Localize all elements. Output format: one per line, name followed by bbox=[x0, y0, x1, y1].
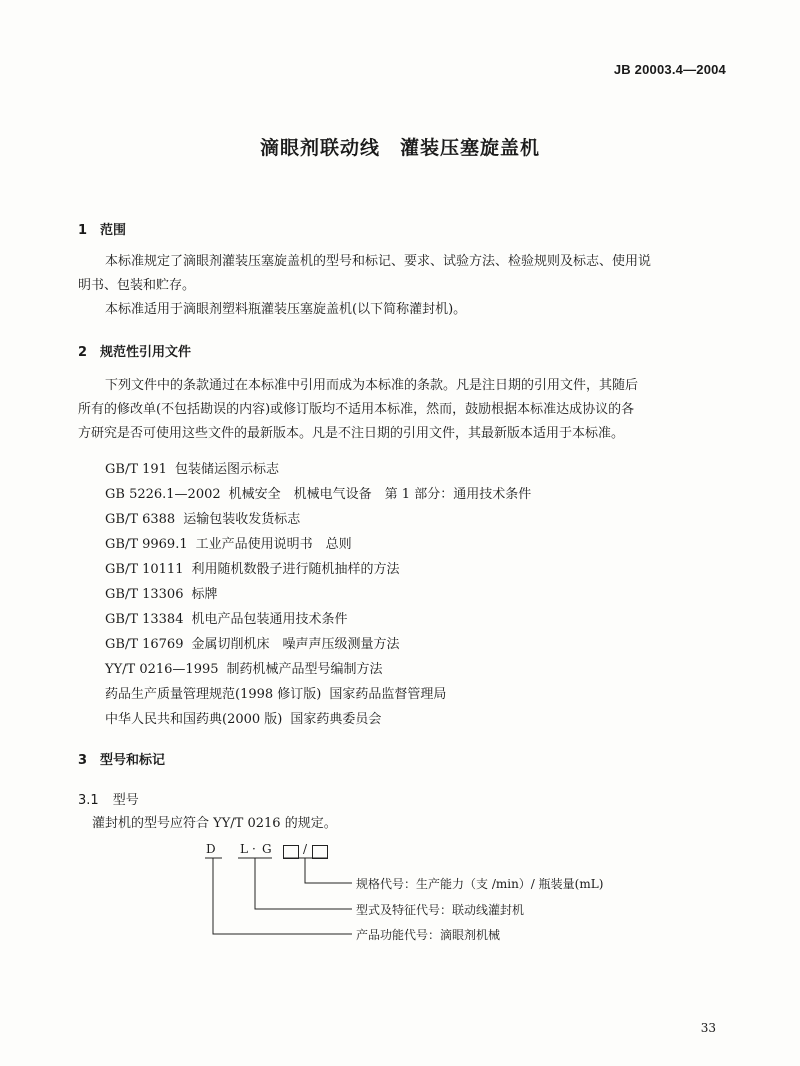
code-slash: / bbox=[303, 842, 308, 856]
normative-paragraph-line-3: 方研究是否可使用这些文件的最新版本。凡是不注日期的引用文件，其最新版本适用于本标准。 bbox=[78, 426, 625, 441]
reference-item: GB/T 16769 金属切削机床 噪声声压级测量方法 bbox=[105, 637, 400, 652]
section-number: 1 bbox=[78, 223, 88, 238]
section-title: 范围 bbox=[100, 223, 127, 238]
reference-item: GB/T 191 包装储运图示标志 bbox=[105, 462, 279, 477]
leader-spec bbox=[305, 858, 352, 883]
label-spec-code: 规格代号：生产能力（支 /min）/ 瓶装量(mL) bbox=[356, 877, 604, 891]
model-rule-text: 灌封机的型号应符合 YY/T 0216 的规定。 bbox=[92, 816, 337, 831]
section-title: 规范性引用文件 bbox=[100, 345, 192, 360]
normative-paragraph-line-2: 所有的修改单(不包括勘误的内容)或修订版均不适用本标准，然而，鼓励根据本标准达成协议的各 bbox=[78, 402, 635, 417]
scope-paragraph-1-line-2: 明书、包装和贮存。 bbox=[78, 278, 196, 293]
scope-paragraph-1-line-1: 本标准规定了滴眼剂灌装压塞旋盖机的型号和标记、要求、试验方法、检验规则及标志、使用说 bbox=[105, 254, 652, 269]
reference-item: 药品生产质量管理规范(1998 修订版) 国家药品监督管理局 bbox=[105, 687, 447, 702]
scope-paragraph-2: 本标准适用于滴眼剂塑料瓶灌装压塞旋盖机(以下简称灌封机)。 bbox=[105, 302, 467, 317]
leader-func bbox=[213, 858, 352, 934]
subsection-number: 3.1 bbox=[78, 793, 99, 808]
section-number: 3 bbox=[78, 753, 88, 768]
subsection-title: 型号 bbox=[112, 793, 139, 808]
code-letter-l: L bbox=[240, 842, 248, 856]
page-title: 滴眼剂联动线 灌装压塞旋盖机 bbox=[259, 137, 540, 159]
section-title: 型号和标记 bbox=[100, 753, 166, 768]
section-number: 2 bbox=[78, 345, 88, 360]
page-number: 33 bbox=[700, 1021, 716, 1035]
label-function-code: 产品功能代号：滴眼剂机械 bbox=[356, 928, 501, 942]
document-code: JB 20003.4—2004 bbox=[613, 62, 726, 77]
label-form-code: 型式及特征代号：联动线灌封机 bbox=[356, 903, 525, 917]
reference-item: GB/T 10111 利用随机数骰子进行随机抽样的方法 bbox=[105, 562, 400, 577]
reference-item: GB 5226.1—2002 机械安全 机械电气设备 第 1 部分：通用技术条件 bbox=[105, 487, 532, 502]
reference-item: 中华人民共和国药典(2000 版) 国家药典委员会 bbox=[105, 712, 382, 727]
reference-item: YY/T 0216—1995 制药机械产品型号编制方法 bbox=[105, 662, 383, 677]
reference-item: GB/T 13384 机电产品包装通用技术条件 bbox=[105, 612, 348, 627]
code-letter-g: G bbox=[262, 842, 272, 856]
reference-item: GB/T 9969.1 工业产品使用说明书 总则 bbox=[105, 537, 352, 552]
normative-paragraph-line-1: 下列文件中的条款通过在本标准中引用而成为本标准的条款。凡是注日期的引用文件，其随后 bbox=[105, 378, 639, 393]
reference-item: GB/T 13306 标牌 bbox=[105, 587, 218, 602]
code-letter-d: D bbox=[206, 842, 216, 856]
code-dot: · bbox=[252, 842, 256, 856]
reference-item: GB/T 6388 运输包装收发货标志 bbox=[105, 512, 301, 527]
